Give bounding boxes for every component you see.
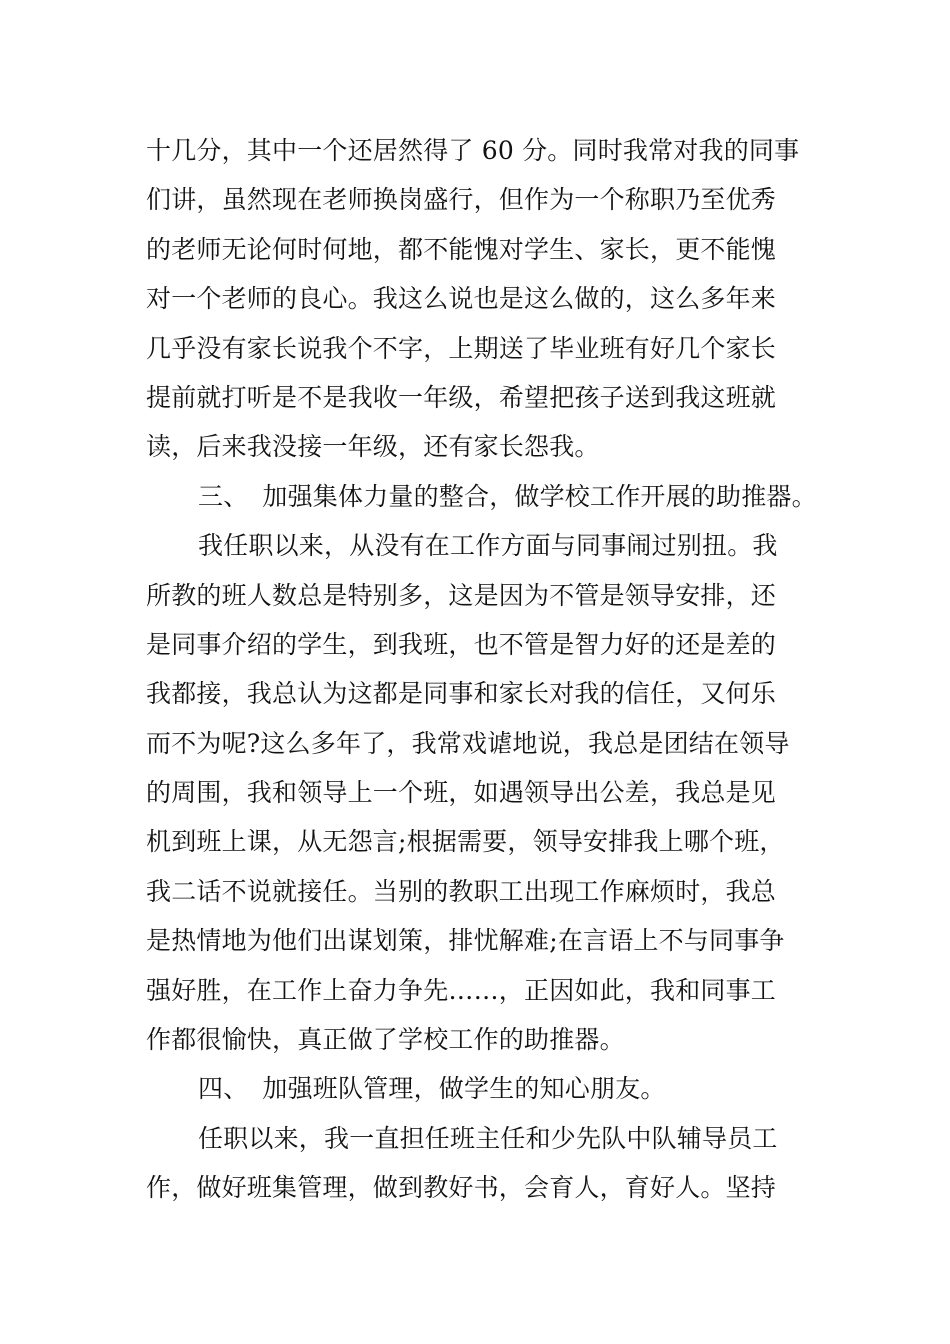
text-line: 读，后来我没接一年级，还有家长怨我。 xyxy=(146,432,600,462)
heading-text: 加强集体力量的整合，做学校工作开展的助推器。 xyxy=(262,481,817,511)
text-line: 强好胜，在工作上奋力争先……，正因如此，我和同事工 xyxy=(146,975,777,1005)
text-line: 是热情地为他们出谋划策，排忧解难;在言语上不与同事争 xyxy=(146,926,785,956)
text-line: 提前就打听是不是我收一年级，希望把孩子送到我这班就 xyxy=(146,382,777,412)
section-heading-three xyxy=(146,472,817,521)
text-line: 作，做好班集管理，做到教好书，会育人，育好人。坚持 xyxy=(146,1173,777,1203)
text-line: 我任职以来，从没有在工作方面与同事闹过别扭。我 xyxy=(198,531,778,561)
paragraph-class-management xyxy=(146,1114,810,1213)
text-line: 作都很愉快，真正做了学校工作的助推器。 xyxy=(146,1025,625,1055)
document-body xyxy=(146,126,817,1213)
text-line: 对一个老师的良心。我这么说也是这么做的，这么多年来 xyxy=(146,284,777,314)
text-line: 而不为呢?这么多年了，我常戏谑地说，我总是团结在领导 xyxy=(146,728,790,758)
text-line: 我二话不说就接任。当别的教职工出现工作麻烦时，我总 xyxy=(146,876,777,906)
paragraph-collective-strength xyxy=(146,521,810,1064)
text-line: 所教的班人数总是特别多，这是因为不管是领导安排，还 xyxy=(146,580,777,610)
text-line: 我都接，我总认为这都是同事和家长对我的信任，又何乐 xyxy=(146,679,777,709)
section-heading-four xyxy=(146,1064,810,1113)
text-line: 是同事介绍的学生，到我班，也不管是智力好的还是差的 xyxy=(146,629,777,659)
text-line: 十几分，其中一个还居然得了 60 分。同时我常对我的同事 xyxy=(146,136,800,165)
heading-text: 加强班队管理，做学生的知心朋友。 xyxy=(262,1074,666,1104)
text-line: 的老师无论何时何地，都不能愧对学生、家长，更不能愧 xyxy=(146,234,777,264)
text-line: 的周围，我和领导上一个班，如遇领导出公差，我总是见 xyxy=(146,778,777,808)
paragraph-continuation xyxy=(146,126,810,472)
text-line: 几乎没有家长说我个不字，上期送了毕业班有好几个家长 xyxy=(146,333,777,363)
heading-number: 三、 xyxy=(198,481,249,511)
text-line: 们讲，虽然现在老师换岗盛行，但作为一个称职乃至优秀 xyxy=(146,185,777,215)
text-line: 机到班上课，从无怨言;根据需要，领导安排我上哪个班， xyxy=(146,827,785,857)
heading-number: 四、 xyxy=(198,1074,249,1104)
text-line: 任职以来，我一直担任班主任和少先队中队辅导员工 xyxy=(198,1123,778,1153)
